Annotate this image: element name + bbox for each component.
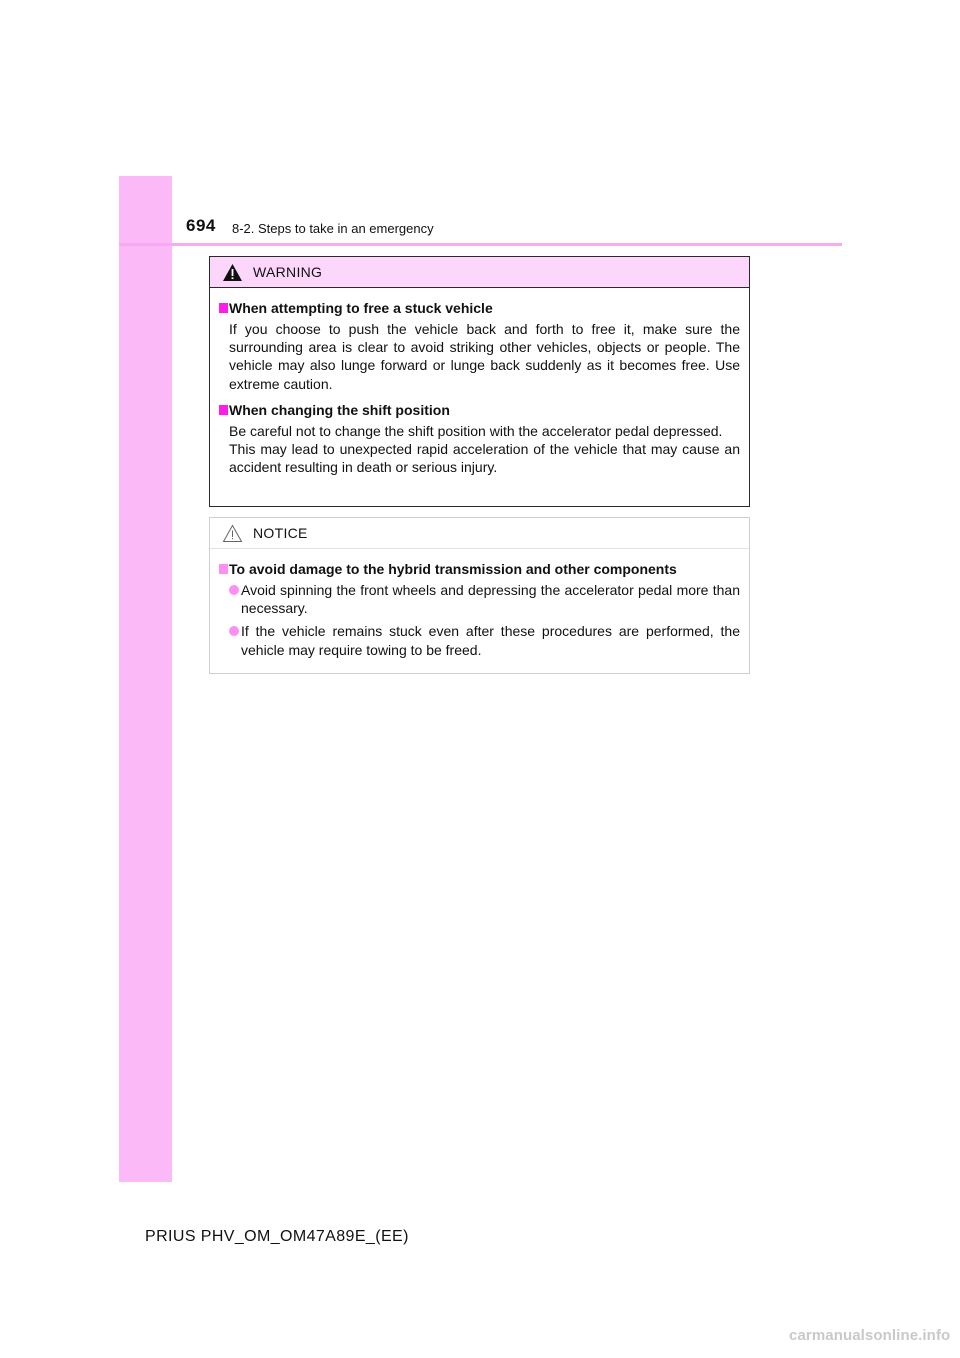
warning-item-title: When attempting to free a stuck vehicle [219,299,740,317]
notice-box [209,517,750,674]
warning-body [210,288,749,476]
warning-box [209,256,750,507]
notice-body [210,549,749,659]
round-bullet-icon [229,626,239,636]
site-watermark: carmanualsonline.info [789,1327,951,1344]
square-bullet-icon [219,405,228,415]
warning-label: WARNING [253,264,323,280]
warning-item [219,401,740,477]
section-title: 8-2. Steps to take in an emergency [232,221,434,236]
warning-item-text: This may lead to unexpected rapid acceleration of the vehicle that may cause an accident resulting in death or serious injury. [229,441,740,476]
notice-bullet: If the vehicle remains stuck even after these procedures are performed, the vehicle may require towing to be freed. [219,622,740,658]
warning-item-text: If you choose to push the vehicle back and forth to free it, make sure the surrounding area is clear to avoid striking other vehicles, objects or people. The vehicle may also lunge forward or lunge back suddenly as it becomes free. Use extreme caution. [229,321,740,392]
notice-item-title: To avoid damage to the hybrid transmission and other components [219,560,740,578]
warning-box-header [210,257,749,288]
warning-item [219,299,740,393]
header-rule [119,243,842,246]
warning-item-text: Be careful not to change the shift position with the accelerator pedal depressed. [229,422,723,439]
square-bullet-icon [219,564,228,574]
page-number: 694 [186,216,216,235]
chapter-sidebar-tab [119,176,172,1182]
notice-triangle-icon [222,524,243,543]
notice-label: NOTICE [253,525,308,541]
notice-bullet: Avoid spinning the front wheels and depressing the accelerator pedal more than necessary. [219,581,740,617]
warning-item-title: When changing the shift position [219,401,740,419]
manual-code-footer: PRIUS PHV_OM_OM47A89E_(EE) [145,1228,409,1245]
notice-box-header [210,518,749,549]
round-bullet-icon [229,585,239,595]
warning-triangle-icon [222,263,243,282]
square-bullet-icon [219,303,228,313]
